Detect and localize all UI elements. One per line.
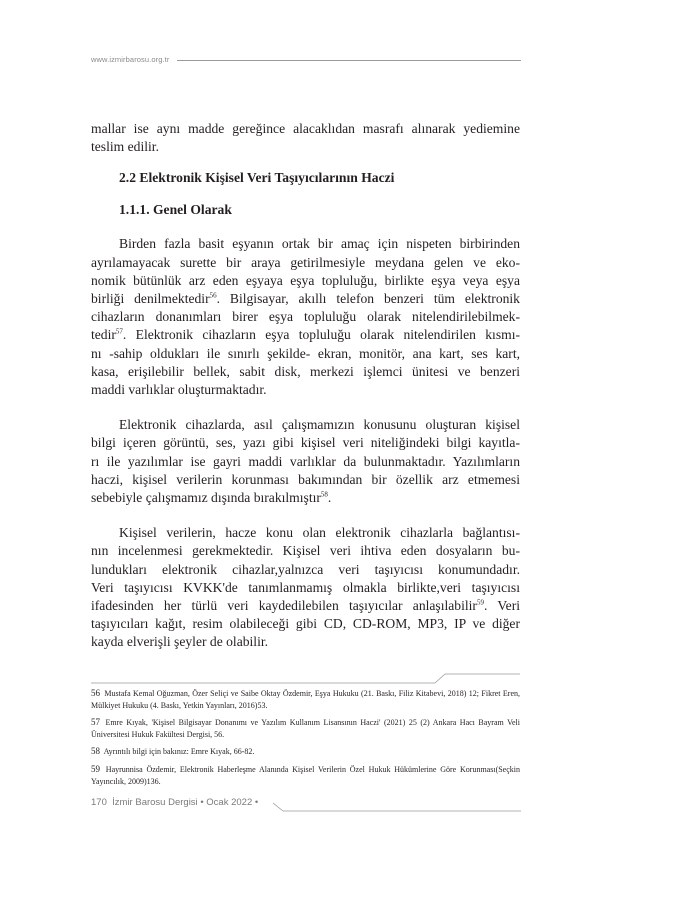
body-text xyxy=(91,120,520,652)
footnote-ref-56[interactable]: 56 xyxy=(209,291,217,300)
text-line: ayrılamayacak surette bir araya getirilmesiyle meydana gelen ve eko- xyxy=(91,254,520,270)
text-segment: tedir xyxy=(91,327,116,343)
text-line: teslim edilir. xyxy=(91,139,159,155)
footnote-text: Emre Kıyak, 'Kişisel Bilgisayar Donanımı ve Yazılım Kullanım Lisansının Haczi' (2021) 25 (2) Ankara Hacı Bayram Veli Üniversitesi Hukuk Fakültesi Dergisi, 56. xyxy=(91,718,521,739)
text-line: Birden fazla basit eşyanın ortak bir amaç için nispeten birbirinden xyxy=(119,236,520,252)
text-segment: . Veri xyxy=(483,598,520,614)
text-line: cihazların donanımları birer eşya topluluğu olarak nitelendirilebilmek- xyxy=(91,309,520,325)
text-segment: ifadesinden her türlü veri kaydedilebilen taşıyıcılar anlaşılabilir xyxy=(91,598,477,614)
footnote-59 xyxy=(91,764,520,787)
text-line: rı ile yazılımlar ise gayri maddi varlıklar da bulunmaktadır. Yazılımların xyxy=(91,453,520,469)
footnote-text: Hayrunnisa Özdemir, Elektronik Haberleşme Alanında Kişisel Verilerin Özel Hukuk Hükümlerine Göre Korunması(Seçkin Yayıncılık, 2009)136. xyxy=(91,764,521,786)
footer-text xyxy=(91,796,258,810)
paragraph-3 xyxy=(91,524,520,651)
footnote-57 xyxy=(91,717,520,740)
text-line xyxy=(91,326,520,344)
subsection-heading: 1.1.1. Genel Olarak xyxy=(119,202,232,218)
text-line: Veri taşıyıcısı KVKK'de tanımlanmamış olmakla birlikte,veri taşıyıcısı xyxy=(91,579,520,595)
footnote-58 xyxy=(91,746,520,758)
paragraph-2 xyxy=(91,416,520,507)
issue-date: Ocak 2022 xyxy=(206,797,253,808)
text-line: bilgi içeren görüntü, ses, yazı gibi kişisel veri niteliğindeki bilgi kayıtla- xyxy=(91,435,520,451)
footnote-separator xyxy=(91,673,520,685)
text-segment: birliği denilmektedir xyxy=(91,291,210,307)
footnote-number: 59 xyxy=(91,763,100,774)
header-rule xyxy=(177,60,521,61)
text-line: nomik bütünlük arz eden eşyaya eşya topluluğu, birlikte eşya veya eşya xyxy=(91,272,520,288)
text-line: nı -sahip oldukları ile sınırlı şekilde- ekran, monitör, ana kart, ses kart, xyxy=(91,345,520,361)
section-heading: 2.2 Elektronik Kişisel Veri Taşıyıcılarının Haczi xyxy=(119,170,395,186)
footnote-number: 57 xyxy=(91,717,100,728)
text-line xyxy=(91,597,520,615)
text-line xyxy=(91,290,520,308)
footnote-text: Mustafa Kemal Oğuzman, Özer Seliçi ve Saibe Oktay Özdemir, Eşya Hukuku (21. Baskı, Filiz Kitabevi, 2018) 12; Fikret Eren, Mülkiyet Hukuku (4. Baskı, Yetkin Yayınları, 2016)53. xyxy=(91,689,520,710)
text-line: taşıyıcıları kağıt, resim olabileceği gibi CD, CD-ROM, MP3, IP ve diğer xyxy=(91,616,520,632)
footer-separator: • xyxy=(254,797,259,808)
intro-paragraph xyxy=(91,120,520,156)
paragraph-1 xyxy=(91,235,520,399)
text-segment: . Elektronik cihazların eşya topluluğu olarak nitelendirilen kısmı- xyxy=(122,327,520,343)
footnotes xyxy=(91,688,520,793)
text-line: Kişisel verilerin, hacze konu olan elektronik cihazlarla bağlantısı- xyxy=(119,525,520,541)
text-line: maddi varlıklar oluşturmaktadır. xyxy=(91,382,267,398)
text-line: Elektronik cihazlarda, asıl çalışmamızın konusunu oluşturan kişisel xyxy=(119,417,520,433)
text-line: nın incelenmesi gerekmektedir. Kişisel veri ihtiva eden dosyaların bu- xyxy=(91,543,520,559)
journal-name: İzmir Barosu Dergisi xyxy=(112,797,198,808)
header-url[interactable]: www.izmirbarosu.org.tr xyxy=(91,55,170,64)
page-number: 170 xyxy=(91,797,107,808)
text-line: mallar ise aynı madde gereğince alacaklıdan masrafı alınarak yediemine xyxy=(91,121,520,136)
footnote-ref-58[interactable]: 58 xyxy=(320,490,328,499)
footnote-number: 56 xyxy=(91,688,100,698)
footnote-ref-59[interactable]: 59 xyxy=(476,598,484,607)
text-line: lundukları elektronik cihazlar,yalnızca veri taşıyıcısı konumundadır. xyxy=(91,561,520,577)
text-segment: . Bilgisayar, akıllı telefon benzeri tüm elektronik xyxy=(216,291,520,307)
text-line: kayda elverişli şeyler de olabilir. xyxy=(91,634,269,650)
text-line: sebebiyle çalışmamız dışında bırakılmıştır$^{58}$. xyxy=(91,490,332,506)
text-segment: sebebiyle çalışmamız dışında bırakılmıştır xyxy=(91,490,321,506)
running-header xyxy=(91,54,521,66)
footer-separator: • xyxy=(200,797,204,808)
footnote-number: 58 xyxy=(91,746,100,757)
text-line: haczi, kişisel verilerin korunması bakımından bir özellik arz etmemesi xyxy=(91,471,520,487)
footnote-56 xyxy=(91,688,520,711)
text-line: kasa, erişilebilir bellek, sabit disk, merkezi işlemci ünitesi ve benzeri xyxy=(91,363,520,379)
footer-rule xyxy=(273,802,521,812)
footnote-ref-57[interactable]: 57 xyxy=(115,327,123,336)
running-footer xyxy=(91,796,521,810)
footnote-text: Ayrıntılı bilgi için bakınız: Emre Kıyak, 66-82. xyxy=(103,747,255,757)
